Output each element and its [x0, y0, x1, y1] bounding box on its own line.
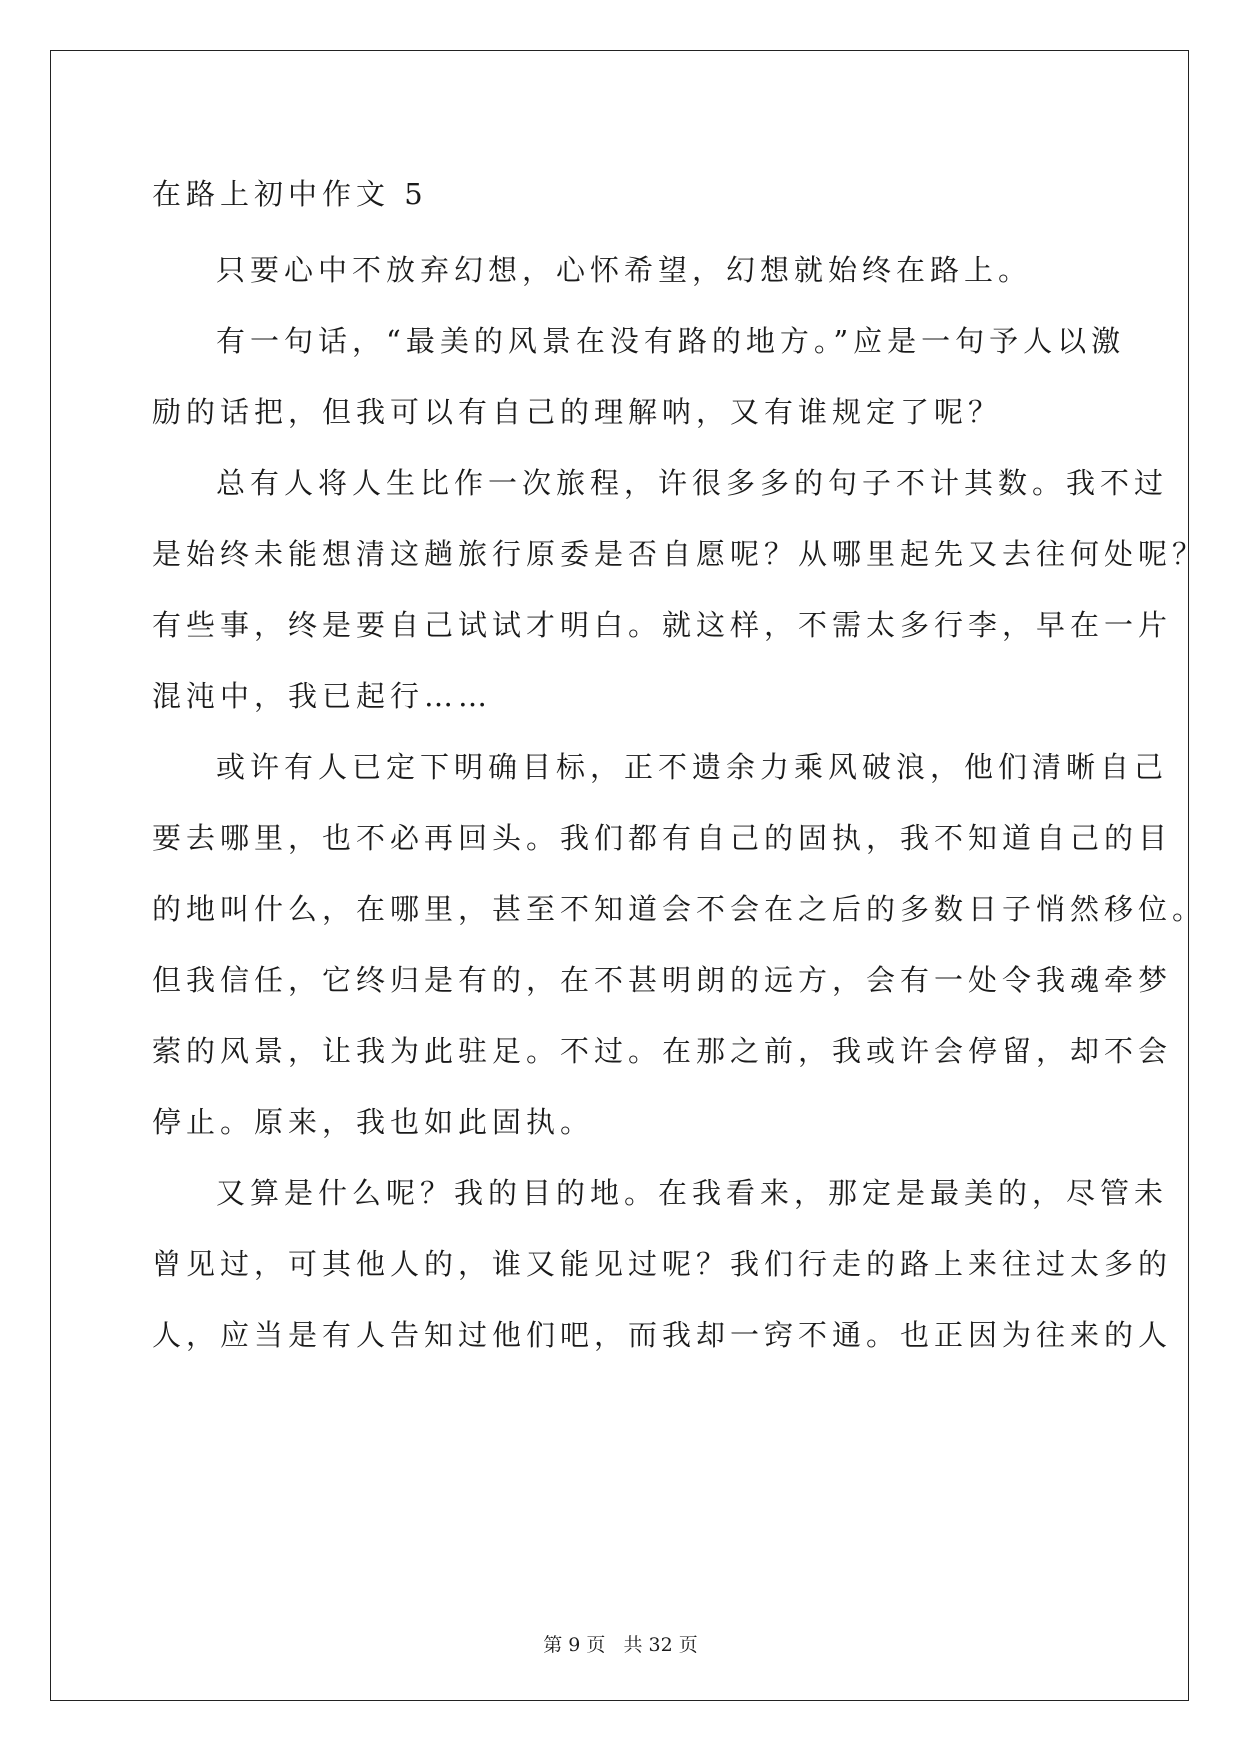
paragraph [152, 1158, 1173, 1371]
document-title: 在路上初中作文 5 [152, 177, 428, 211]
paragraph-line: 只要心中不放弃幻想，心怀希望，幻想就始终在路上。 [216, 253, 1033, 287]
paragraph-line: 人，应当是有人告知过他们吧，而我却一窍不通。也正因为往来的人 [152, 1318, 1173, 1352]
paragraph-line: 有一句话，“最美的风景在没有路的地方。”应是一句予人以激 [216, 324, 1126, 358]
paragraph-line: 的地叫什么，在哪里，甚至不知道会不会在之后的多数日子悄然移位。 [152, 892, 1207, 926]
paragraph-line: 是始终未能想清这趟旅行原委是否自愿呢？从哪里起先又去往何处呢？ [152, 537, 1207, 571]
paragraph [152, 732, 1207, 1158]
paragraph-line: 有些事，终是要自己试试才明白。就这样，不需太多行李，早在一片 [152, 608, 1173, 642]
paragraph [152, 448, 1207, 732]
paragraph-line: 又算是什么呢？我的目的地。在我看来，那定是最美的，尽管未 [216, 1176, 1169, 1210]
paragraph-line: 但我信任，它终归是有的，在不甚明朗的远方，会有一处令我魂牵梦 [152, 963, 1173, 997]
paragraph-line: 或许有人已定下明确目标，正不遗余力乘风破浪，他们清晰自己 [216, 750, 1169, 784]
document-body [152, 164, 1207, 1371]
paragraph-line: 要去哪里，也不必再回头。我们都有自己的固执，我不知道自己的目 [152, 821, 1173, 855]
paragraph-line: 曾见过，可其他人的，谁又能见过呢？我们行走的路上来往过太多的 [152, 1247, 1173, 1281]
paragraph [152, 235, 1092, 306]
paragraph [152, 306, 1126, 448]
page-number: 第 9 页 共 32 页 [543, 1634, 698, 1656]
paragraph-line: 励的话把，但我可以有自己的理解呐，又有谁规定了呢？ [152, 395, 1003, 429]
paragraph-line: 总有人将人生比作一次旅程，许很多多的句子不计其数。我不过 [216, 466, 1169, 500]
paragraph-line: 混沌中，我已起行…… [152, 679, 493, 713]
paragraph-line: 停止。原来，我也如此固执。 [152, 1105, 595, 1139]
paragraph-line: 萦的风景，让我为此驻足。不过。在那之前，我或许会停留，却不会 [152, 1034, 1173, 1068]
